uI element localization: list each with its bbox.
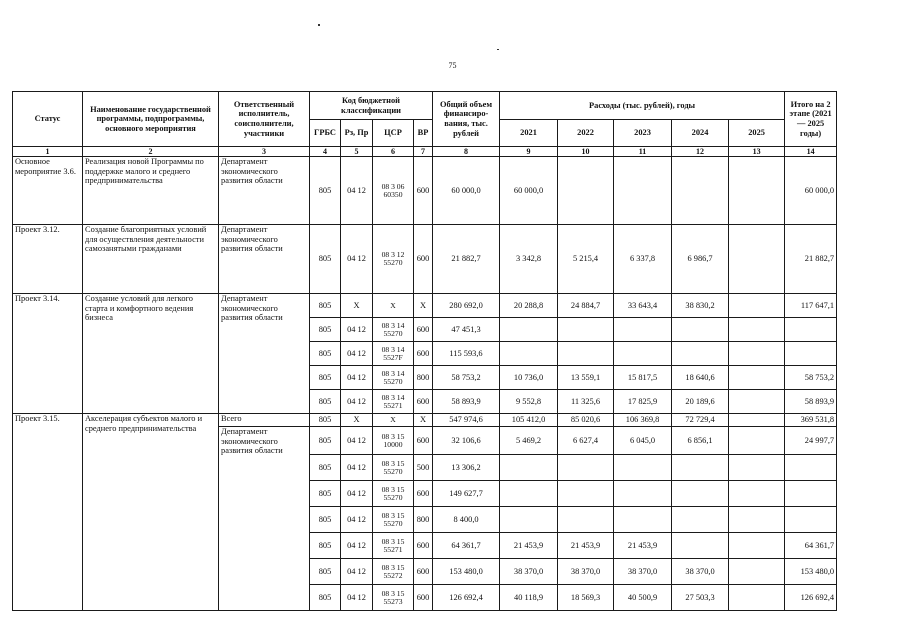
cell-vr: 600 <box>414 481 433 507</box>
page-number: 75 <box>448 61 457 70</box>
cell-2025 <box>729 294 785 318</box>
cell-total: 21 882,7 <box>433 225 500 294</box>
cell-total: 153 480,0 <box>433 559 500 585</box>
cell-2024 <box>672 533 729 559</box>
header-program-name: Наименование государственной программы, подпрограммы, основного мероприятия <box>83 92 219 147</box>
cell-2021: 3 342,8 <box>500 225 558 294</box>
cell-rzpr: Х <box>341 294 373 318</box>
cell-itogo <box>785 507 837 533</box>
cell-total: 47 451,3 <box>433 318 500 342</box>
cell-rzpr: 04 12 <box>341 507 373 533</box>
cell-2021 <box>500 481 558 507</box>
column-number: 5 <box>341 147 373 157</box>
cell-grbs: 805 <box>310 390 341 414</box>
cell-2024: 6 986,7 <box>672 225 729 294</box>
cell-vr: 600 <box>414 157 433 225</box>
cell-2025 <box>729 414 785 427</box>
cell-2022: 6 627,4 <box>558 427 614 455</box>
row-status: Основное мероприятие 3.6. <box>13 157 83 225</box>
cell-2023 <box>614 481 672 507</box>
cell-itogo <box>785 481 837 507</box>
cell-2023: 6 337,8 <box>614 225 672 294</box>
cell-csr: Х <box>373 294 414 318</box>
cell-total: 13 306,2 <box>433 455 500 481</box>
cell-rzpr: 04 12 <box>341 585 373 611</box>
cell-total: 126 692,4 <box>433 585 500 611</box>
cell-csr: 08 3 15 55273 <box>373 585 414 611</box>
column-numbers-row <box>13 147 837 157</box>
cell-csr: 08 3 15 55270 <box>373 507 414 533</box>
cell-itogo: 117 647,1 <box>785 294 837 318</box>
cell-csr: 08 3 15 55270 <box>373 481 414 507</box>
header-final-total: Итого на 2 этапе (2021 — 2025 годы) <box>785 92 837 147</box>
header-executor: Ответственный исполнитель, соисполнители, участники <box>219 92 310 147</box>
cell-total: 58 753,2 <box>433 366 500 390</box>
cell-2021: 5 469,2 <box>500 427 558 455</box>
cell-2022: 24 884,7 <box>558 294 614 318</box>
cell-2021: 60 000,0 <box>500 157 558 225</box>
cell-2025 <box>729 507 785 533</box>
cell-grbs: 805 <box>310 533 341 559</box>
cell-2025 <box>729 342 785 366</box>
cell-2021: 40 118,9 <box>500 585 558 611</box>
table-header <box>13 92 837 157</box>
cell-vr: 600 <box>414 585 433 611</box>
cell-rzpr: 04 12 <box>341 342 373 366</box>
cell-csr: 08 3 15 55271 <box>373 533 414 559</box>
header-budget-code: Код бюджетной классификации <box>310 92 433 120</box>
header-csr: ЦСР <box>373 120 414 147</box>
row-name: Создание благоприятных условий для осуществления деятельности самозанятыми гражданами <box>83 225 219 294</box>
cell-2024: 18 640,6 <box>672 366 729 390</box>
cell-rzpr: 04 12 <box>341 225 373 294</box>
cell-2021: 9 552,8 <box>500 390 558 414</box>
cell-2023 <box>614 507 672 533</box>
cell-2024 <box>672 342 729 366</box>
cell-rzpr: 04 12 <box>341 559 373 585</box>
cell-2022: 18 569,3 <box>558 585 614 611</box>
cell-total: 547 974,6 <box>433 414 500 427</box>
cell-2025 <box>729 157 785 225</box>
cell-csr: 08 3 15 55270 <box>373 455 414 481</box>
cell-2025 <box>729 455 785 481</box>
cell-2023 <box>614 318 672 342</box>
cell-grbs: 805 <box>310 481 341 507</box>
cell-2023: 33 643,4 <box>614 294 672 318</box>
header-vr: ВР <box>414 120 433 147</box>
cell-2024 <box>672 455 729 481</box>
cell-2022 <box>558 342 614 366</box>
cell-2024: 20 189,6 <box>672 390 729 414</box>
cell-2025 <box>729 390 785 414</box>
cell-2021: 105 412,0 <box>500 414 558 427</box>
column-number: 7 <box>414 147 433 157</box>
cell-rzpr: Х <box>341 414 373 427</box>
cell-vr: Х <box>414 294 433 318</box>
table-row <box>13 414 837 427</box>
cell-itogo: 64 361,7 <box>785 533 837 559</box>
cell-total: 8 400,0 <box>433 507 500 533</box>
table-row <box>13 225 837 294</box>
header-year-2022: 2022 <box>558 120 614 147</box>
cell-2023: 38 370,0 <box>614 559 672 585</box>
row-name: Реализация новой Программы по поддержке малого и среднего предпринимательства <box>83 157 219 225</box>
cell-csr: 08 3 14 55270 <box>373 318 414 342</box>
cell-grbs: 805 <box>310 342 341 366</box>
cell-rzpr: 04 12 <box>341 533 373 559</box>
cell-total: 280 692,0 <box>433 294 500 318</box>
cell-2025 <box>729 559 785 585</box>
cell-2025 <box>729 318 785 342</box>
cell-grbs: 805 <box>310 225 341 294</box>
row-executor: Департамент экономического развития области <box>219 157 310 225</box>
column-number: 9 <box>500 147 558 157</box>
cell-rzpr: 04 12 <box>341 427 373 455</box>
cell-2022 <box>558 318 614 342</box>
table-row <box>13 157 837 225</box>
cell-2024 <box>672 157 729 225</box>
cell-rzpr: 04 12 <box>341 366 373 390</box>
cell-itogo: 153 480,0 <box>785 559 837 585</box>
cell-csr: 08 3 06 60350 <box>373 157 414 225</box>
cell-grbs: 805 <box>310 414 341 427</box>
header-status: Статус <box>13 92 83 147</box>
cell-itogo: 24 997,7 <box>785 427 837 455</box>
cell-csr: 08 3 12 55270 <box>373 225 414 294</box>
row-executor: Департамент экономического развития области <box>219 427 310 611</box>
cell-total: 64 361,7 <box>433 533 500 559</box>
cell-2024: 72 729,4 <box>672 414 729 427</box>
column-number: 2 <box>83 147 219 157</box>
cell-vr: Х <box>414 414 433 427</box>
cell-rzpr: 04 12 <box>341 481 373 507</box>
cell-2021 <box>500 507 558 533</box>
row-name: Создание условий для легкого старта и комфортного ведения бизнеса <box>83 294 219 414</box>
cell-rzpr: 04 12 <box>341 157 373 225</box>
cell-csr: 08 3 14 55270 <box>373 366 414 390</box>
row-status: Проект 3.12. <box>13 225 83 294</box>
cell-csr: 08 3 15 10000 <box>373 427 414 455</box>
cell-2022: 5 215,4 <box>558 225 614 294</box>
cell-2021 <box>500 342 558 366</box>
cell-csr: 08 3 15 55272 <box>373 559 414 585</box>
cell-2022 <box>558 157 614 225</box>
cell-total: 32 106,6 <box>433 427 500 455</box>
row-status: Проект 3.15. <box>13 414 83 611</box>
cell-2023: 6 045,0 <box>614 427 672 455</box>
column-number: 11 <box>614 147 672 157</box>
row-executor: Департамент экономического развития области <box>219 225 310 294</box>
cell-2023: 15 817,5 <box>614 366 672 390</box>
cell-2025 <box>729 585 785 611</box>
cell-2022: 11 325,6 <box>558 390 614 414</box>
cell-2021: 21 453,9 <box>500 533 558 559</box>
cell-grbs: 805 <box>310 157 341 225</box>
cell-grbs: 805 <box>310 507 341 533</box>
row-status: Проект 3.14. <box>13 294 83 414</box>
cell-2023 <box>614 342 672 366</box>
cell-grbs: 805 <box>310 455 341 481</box>
cell-2021 <box>500 455 558 481</box>
cell-2022: 85 020,6 <box>558 414 614 427</box>
cell-grbs: 805 <box>310 366 341 390</box>
cell-itogo <box>785 455 837 481</box>
header-year-2021: 2021 <box>500 120 558 147</box>
cell-itogo: 126 692,4 <box>785 585 837 611</box>
cell-grbs: 805 <box>310 427 341 455</box>
cell-2024: 6 856,1 <box>672 427 729 455</box>
cell-2024: 27 503,3 <box>672 585 729 611</box>
cell-2023: 21 453,9 <box>614 533 672 559</box>
cell-vr: 600 <box>414 225 433 294</box>
cell-2025 <box>729 481 785 507</box>
cell-grbs: 805 <box>310 294 341 318</box>
column-number: 1 <box>13 147 83 157</box>
row-executor-total: Всего <box>219 414 310 427</box>
header-rz-pr: Рз, Пр <box>341 120 373 147</box>
header-grbs: ГРБС <box>310 120 341 147</box>
row-name: Акселерация субъектов малого и среднего предпринимательства <box>83 414 219 611</box>
header-total-financing: Общий объем финансиро- вания, тыс. рублей <box>433 92 500 147</box>
cell-2025 <box>729 427 785 455</box>
header-year-2025: 2025 <box>729 120 785 147</box>
cell-csr: 08 3 14 55271 <box>373 390 414 414</box>
column-number: 12 <box>672 147 729 157</box>
header-year-2024: 2024 <box>672 120 729 147</box>
cell-itogo: 58 753,2 <box>785 366 837 390</box>
cell-grbs: 805 <box>310 318 341 342</box>
header-expenses: Расходы (тыс. рублей), годы <box>500 92 785 120</box>
cell-itogo: 58 893,9 <box>785 390 837 414</box>
cell-itogo <box>785 318 837 342</box>
cell-2021: 10 736,0 <box>500 366 558 390</box>
cell-2023 <box>614 455 672 481</box>
cell-vr: 600 <box>414 533 433 559</box>
cell-2023: 106 369,8 <box>614 414 672 427</box>
cell-2022: 13 559,1 <box>558 366 614 390</box>
column-number: 4 <box>310 147 341 157</box>
cell-total: 115 593,6 <box>433 342 500 366</box>
cell-vr: 600 <box>414 318 433 342</box>
cell-2022 <box>558 507 614 533</box>
row-executor: Департамент экономического развития области <box>219 294 310 414</box>
cell-total: 58 893,9 <box>433 390 500 414</box>
cell-2023 <box>614 157 672 225</box>
cell-grbs: 805 <box>310 585 341 611</box>
cell-csr: Х <box>373 414 414 427</box>
cell-2021 <box>500 318 558 342</box>
cell-csr: 08 3 14 5527F <box>373 342 414 366</box>
cell-2023: 17 825,9 <box>614 390 672 414</box>
column-number: 6 <box>373 147 414 157</box>
cell-vr: 600 <box>414 559 433 585</box>
column-number: 10 <box>558 147 614 157</box>
cell-2024: 38 370,0 <box>672 559 729 585</box>
cell-2024: 38 830,2 <box>672 294 729 318</box>
cell-2025 <box>729 366 785 390</box>
column-number: 13 <box>729 147 785 157</box>
cell-rzpr: 04 12 <box>341 390 373 414</box>
cell-2024 <box>672 507 729 533</box>
cell-itogo: 369 531,8 <box>785 414 837 427</box>
cell-total: 60 000,0 <box>433 157 500 225</box>
table-body <box>13 157 837 611</box>
scan-speck <box>497 49 499 50</box>
cell-itogo <box>785 342 837 366</box>
cell-vr: 800 <box>414 366 433 390</box>
cell-vr: 600 <box>414 427 433 455</box>
cell-vr: 600 <box>414 342 433 366</box>
column-number: 3 <box>219 147 310 157</box>
column-number: 8 <box>433 147 500 157</box>
cell-itogo: 60 000,0 <box>785 157 837 225</box>
cell-2022: 38 370,0 <box>558 559 614 585</box>
cell-rzpr: 04 12 <box>341 455 373 481</box>
cell-vr: 600 <box>414 390 433 414</box>
cell-2024 <box>672 481 729 507</box>
cell-2022 <box>558 455 614 481</box>
column-number: 14 <box>785 147 837 157</box>
cell-2021: 20 288,8 <box>500 294 558 318</box>
cell-vr: 800 <box>414 507 433 533</box>
cell-2021: 38 370,0 <box>500 559 558 585</box>
cell-total: 149 627,7 <box>433 481 500 507</box>
cell-2025 <box>729 533 785 559</box>
cell-2025 <box>729 225 785 294</box>
cell-grbs: 805 <box>310 559 341 585</box>
cell-2022 <box>558 481 614 507</box>
budget-table <box>12 91 837 611</box>
cell-vr: 500 <box>414 455 433 481</box>
cell-2022: 21 453,9 <box>558 533 614 559</box>
cell-2023: 40 500,9 <box>614 585 672 611</box>
cell-itogo: 21 882,7 <box>785 225 837 294</box>
cell-2024 <box>672 318 729 342</box>
header-year-2023: 2023 <box>614 120 672 147</box>
scan-speck <box>318 24 320 26</box>
table-row <box>13 294 837 318</box>
cell-rzpr: 04 12 <box>341 318 373 342</box>
